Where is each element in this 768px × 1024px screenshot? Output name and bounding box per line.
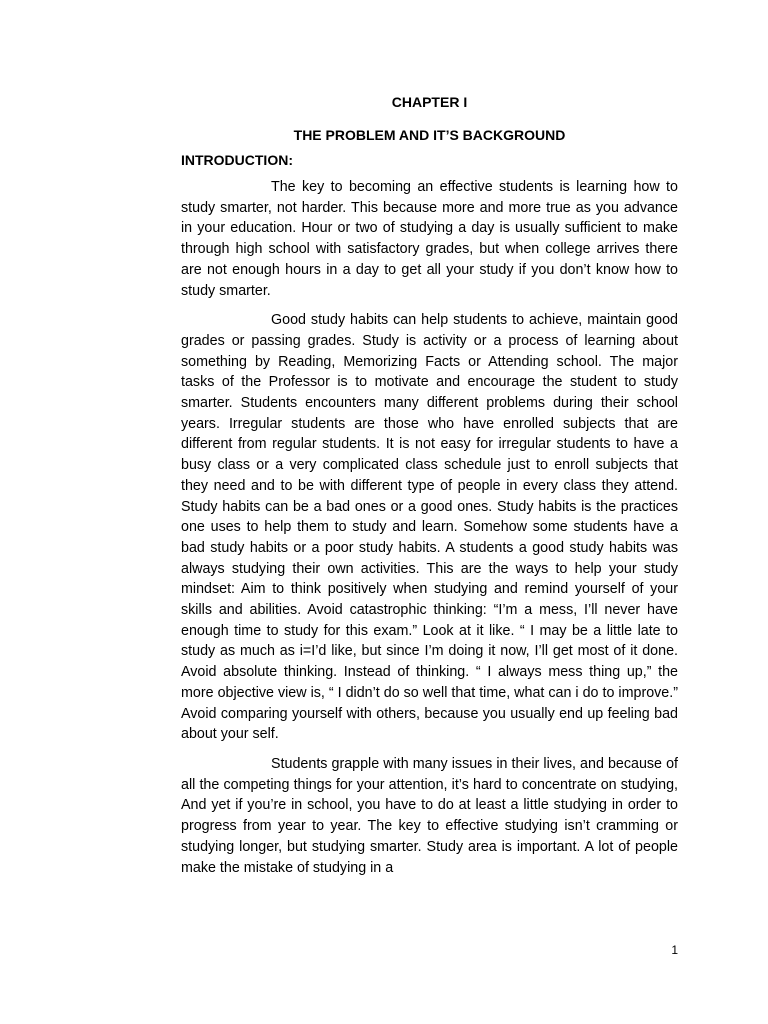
page-number: 1	[671, 943, 678, 957]
body-paragraph-3: Students grapple with many issues in their lives, and because of all the competing things for your attention, it’s hard to concentrate on studying, And yet if you’re in school, you have to do at least a little studying in order to progress from year to year. The key to effective studying isn’t cramming or studying longer, but studying smarter. Study area is important. A lot of people make the mistake of studying in a	[181, 755, 678, 876]
body-paragraph-1: The key to becoming an effective students is learning how to study smarter, not harder. This because more and more true as you advance in your education. Hour or two of studying a day is usually sufficient to make through high school with satisfactory grades, but when college arrives there are not enough hours in a day to get all your study if you don’t know how to study smarter.	[181, 179, 678, 299]
chapter-heading: CHAPTER I	[391, 94, 468, 110]
section-heading: INTRODUCTION:	[181, 152, 293, 168]
body-paragraph-2: Good study habits can help students to achieve, maintain good grades or passing grades. Study is activity or a process of learning about something by Reading, Memorizing Facts or Attending school. The major tasks of the Professor is to motivate and encourage the student to study smarter. Students encounters many different problems during their school years. Irregular students are those who have enrolled subjects that are different from regular students. It is not easy for irregular students to have a busy class or a very complicated class schedule just to enroll subjects that they need and to be with different type of people in every class they attend. Study habits can be a bad ones or a good ones. Study habits is the practices one uses to help them to study and learn. Somehow some students have a bad study habits or a poor study habits. A students a good study habits was always studying their own activities. This are the ways to help your study mindset: Aim to think positively when studying and remind yourself of your skills and abilities. Avoid catastrophic thinking: “I’m a mess, I’ll never have enough time to study for this exam.” Look at it like. “ I may be a little late to study as much as i=I’d like, but since I’m doing it now, I’ll get most of it done. Avoid absolute thinking. Instead of thinking. “ I always mess thing up,” the more objective view is, “ I didn’t do so well that time, what can i do to improve.” Avoid comparing yourself with others, because you usually end up feeling bad about your self.	[181, 312, 678, 743]
chapter-title: THE PROBLEM AND IT’S BACKGROUND	[293, 127, 566, 143]
document-page	[181, 93, 678, 878]
